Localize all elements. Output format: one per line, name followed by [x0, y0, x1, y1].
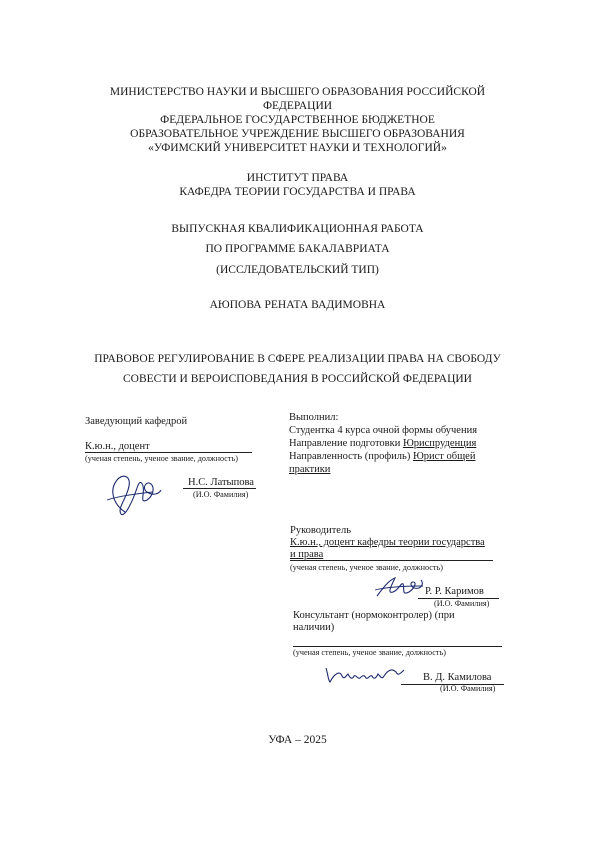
supervisor-degree-underline	[290, 560, 493, 561]
supervisor-label: Руководитель	[290, 525, 351, 536]
consultant-degree-caption: (ученая степень, ученое звание, должность)	[293, 648, 446, 657]
ministry-line-1: МИНИСТЕРСТВО НАУКИ И ВЫСШЕГО ОБРАЗОВАНИЯ РОССИЙСКОЙ	[109, 86, 486, 98]
university-line-2: ОБРАЗОВАТЕЛЬНОЕ УЧРЕЖДЕНИЕ ВЫСШЕГО ОБРАЗОВАНИЯ	[130, 128, 465, 140]
thesis-title-line-1: ПРАВОВОЕ РЕГУЛИРОВАНИЕ В СФЕРЕ РЕАЛИЗАЦИИ ПРАВА НА СВОБОДУ	[94, 353, 501, 365]
supervisor-degree-caption: (ученая степень, ученое звание, должность)	[290, 563, 443, 572]
head-of-department-name: Н.С. Латыпова	[188, 477, 254, 488]
university-name: «УФИМСКИЙ УНИВЕРСИТЕТ НАУКИ И ТЕХНОЛОГИЙ»	[148, 142, 447, 154]
institute-name: ИНСТИТУТ ПРАВА	[246, 172, 349, 184]
performer-course: Студентка 4 курса очной формы обучения	[289, 425, 478, 436]
department-name: КАФЕДРА ТЕОРИИ ГОСУДАРСТВА И ПРАВА	[179, 186, 416, 198]
head-name-underline	[183, 488, 256, 489]
supervisor-degree-line-2: и права	[290, 549, 324, 560]
degree-underline	[85, 452, 252, 453]
work-type-line-2: ПО ПРОГРАММЕ БАКАЛАВРИАТА	[205, 243, 390, 255]
work-type-line-1: ВЫПУСКНАЯ КВАЛИФИКАЦИОННАЯ РАБОТА	[171, 223, 424, 235]
supervisor-name: Р. Р. Каримов	[425, 586, 484, 597]
performer-direction: Направление подготовки Юриспруденция	[289, 438, 477, 449]
supervisor-degree-line-1: К.ю.н., доцент кафедры теории государства	[290, 537, 485, 548]
performer-profile: Направленность (профиль) Юрист общей	[289, 451, 476, 462]
head-of-department-degree: К.ю.н., доцент	[85, 441, 150, 452]
head-signature	[103, 470, 163, 518]
consultant-name-caption: (И.О. Фамилия)	[440, 684, 496, 693]
thesis-title-line-2: СОВЕСТИ И ВЕРОИСПОВЕДАНИЯ В РОССИЙСКОЙ ФЕДЕРАЦИИ	[123, 373, 472, 385]
head-degree-caption: (ученая степень, ученое звание, должность)	[85, 454, 238, 463]
consultant-name: В. Д. Камилова	[423, 672, 492, 683]
ministry-line-2: ФЕДЕРАЦИИ	[262, 100, 333, 112]
consultant-label-line-2: наличии)	[293, 622, 335, 633]
performer-profile-cont: практики	[289, 464, 331, 475]
consultant-label-line-1: Консультант (нормоконтролер) (при	[293, 610, 455, 621]
consultant-degree-underline	[293, 646, 502, 647]
university-line-1: ФЕДЕРАЛЬНОЕ ГОСУДАРСТВЕННОЕ БЮДЖЕТНОЕ	[160, 114, 435, 126]
supervisor-name-caption: (И.О. Фамилия)	[434, 599, 490, 608]
head-of-department-label: Заведующий кафедрой	[85, 416, 188, 427]
city-year: УФА – 2025	[268, 734, 327, 746]
work-type-line-3: (ИССЛЕДОВАТЕЛЬСКИЙ ТИП)	[216, 264, 379, 276]
author-name: АЮПОВА РЕНАТА ВАДИМОВНА	[209, 299, 386, 311]
consultant-signature	[322, 664, 406, 686]
head-name-caption: (И.О. Фамилия)	[193, 490, 249, 499]
performer-label: Выполнил:	[289, 412, 339, 423]
